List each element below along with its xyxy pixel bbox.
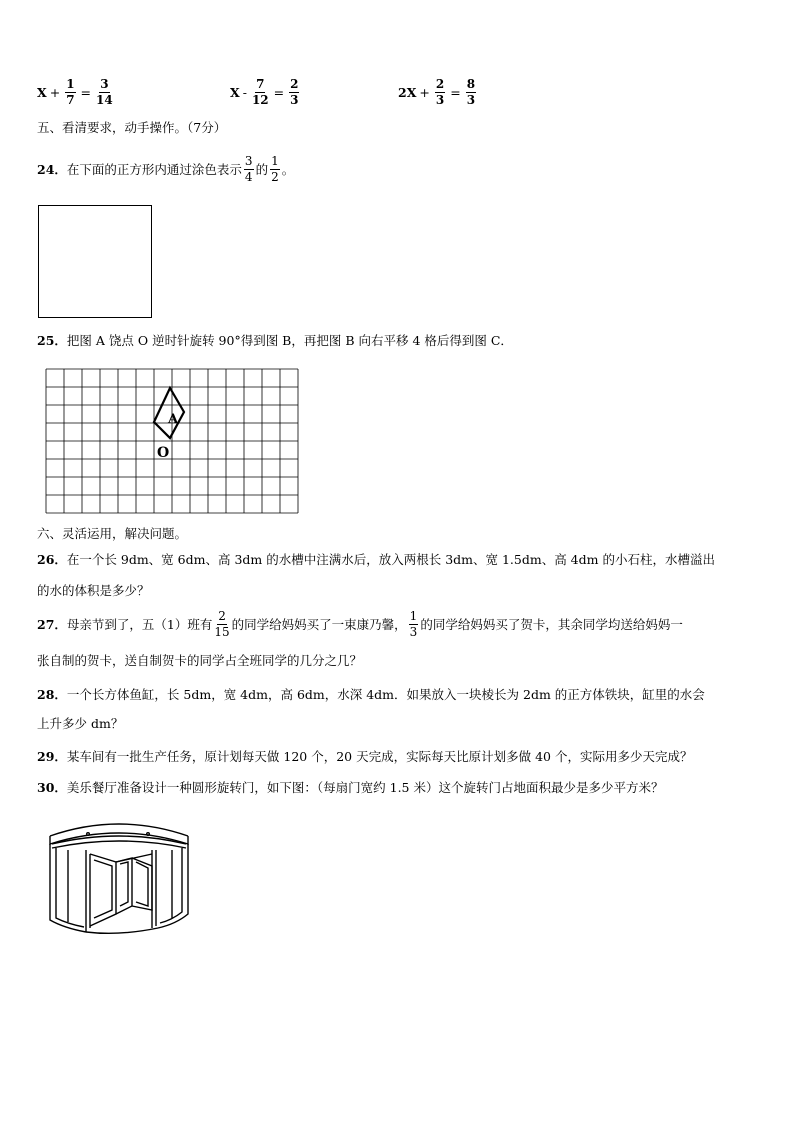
- equation-lhs: X: [230, 85, 240, 100]
- numerator: 3: [244, 154, 253, 168]
- fraction: [289, 78, 299, 107]
- question-26-line-2: 的水的体积是多少？: [37, 583, 150, 598]
- denominator: 7: [66, 93, 75, 107]
- question-text: 的同学给妈妈买了一束康乃馨，: [231, 616, 407, 632]
- denominator: 3: [435, 93, 445, 107]
- denominator: 15: [214, 625, 230, 639]
- numerator: 8: [466, 77, 476, 91]
- denominator: 12: [251, 93, 269, 107]
- question-25: [37, 333, 513, 349]
- section-six-title: 六、灵活运用，解决问题。: [37, 526, 188, 541]
- question-28-line-2: 上升多少 dm？: [37, 716, 124, 731]
- question-text: 一个长方体鱼缸，长 5dm，宽 4dm，高 6dm，水深 4dm．如果放入一块棱长为 2dm 的正方体铁块，缸里的水会: [66, 687, 705, 702]
- rotation-grid-figure: [44, 368, 300, 514]
- denominator: 3: [409, 625, 418, 639]
- fraction: [409, 610, 419, 639]
- denominator: 14: [96, 93, 113, 107]
- equals-sign: =: [450, 85, 461, 100]
- denominator: 3: [290, 93, 299, 107]
- section-five-title: 五、看清要求，动手操作。（7分）: [37, 120, 227, 135]
- question-29: [37, 749, 692, 765]
- fraction: [214, 610, 229, 639]
- question-text: 。: [281, 161, 295, 177]
- numerator: 1: [409, 609, 418, 623]
- equation-operator: +: [419, 85, 430, 100]
- equation-operator: -: [242, 85, 247, 100]
- equals-sign: =: [273, 85, 285, 100]
- question-30: [37, 780, 663, 796]
- fraction: [466, 78, 476, 107]
- numerator: 1: [66, 77, 75, 91]
- figure-a-label: A: [168, 412, 179, 427]
- fraction: [65, 78, 75, 107]
- question-text: 在一个长 9dm、宽 6dm、高 3dm 的水槽中注满水后，放入两根长 3dm、宽 1.5dm、高 4dm 的小石柱，水槽溢出: [66, 552, 715, 567]
- question-text: 美乐餐厅准备设计一种圆形旋转门，如下图：（每扇门宽约 1.5 米）这个旋转门占地面积最少是多少平方米？: [66, 780, 664, 795]
- question-text: 的: [255, 161, 269, 177]
- question-27-line-1: [37, 610, 683, 639]
- point-o-label: O: [157, 445, 170, 461]
- question-number: 28．: [37, 687, 67, 702]
- denominator: 4: [244, 170, 253, 184]
- fraction: [435, 78, 445, 107]
- revolving-door-illustration: [44, 814, 194, 936]
- fraction: [96, 78, 113, 107]
- equation-1: [37, 78, 115, 107]
- question-text: 的同学给妈妈买了贺卡，其余同学均送给妈妈一: [420, 616, 683, 632]
- numerator: 2: [435, 77, 445, 91]
- question-number: 29．: [37, 749, 67, 764]
- question-text: 某车间有一批生产任务，原计划每天做 120 个，20 天完成，实际每天比原计划多做 40 个，实际用多少天完成？: [66, 749, 693, 764]
- question-number: 26．: [37, 552, 67, 567]
- question-text: 母亲节到了，五（1）班有: [66, 616, 213, 632]
- question-27-line-2: 张自制的贺卡，送自制贺卡的同学占全班同学的几分之几？: [37, 653, 363, 668]
- equals-sign: =: [80, 85, 92, 100]
- question-number: 24．: [37, 161, 67, 177]
- question-text: 把图 A 饶点 O 逆时针旋转 90°得到图 B，再把图 B 向右平移 4 格后得到图 C．: [66, 333, 513, 348]
- equation-lhs: 2X: [398, 85, 417, 100]
- denominator: 3: [466, 93, 476, 107]
- question-text: 在下面的正方形内通过涂色表示: [66, 161, 242, 177]
- numerator: 1: [271, 154, 279, 168]
- numerator: 7: [256, 77, 265, 91]
- denominator: 2: [271, 170, 279, 184]
- numerator: 2: [218, 609, 226, 623]
- equation-3: [398, 78, 478, 107]
- question-number: 27．: [37, 616, 67, 632]
- question-26-line-1: [37, 552, 715, 568]
- question-number: 30．: [37, 780, 67, 795]
- question-28-line-1: [37, 687, 705, 703]
- question-number: 25．: [37, 333, 67, 348]
- empty-square-figure: [38, 205, 152, 318]
- fraction: [252, 78, 269, 107]
- equation-lhs: X: [37, 85, 47, 100]
- numerator: 2: [290, 77, 299, 91]
- question-24: [37, 155, 294, 184]
- fraction: [270, 155, 280, 184]
- numerator: 3: [100, 77, 109, 91]
- equation-2: [230, 78, 301, 107]
- fraction: [244, 155, 254, 184]
- equation-operator: +: [49, 85, 61, 100]
